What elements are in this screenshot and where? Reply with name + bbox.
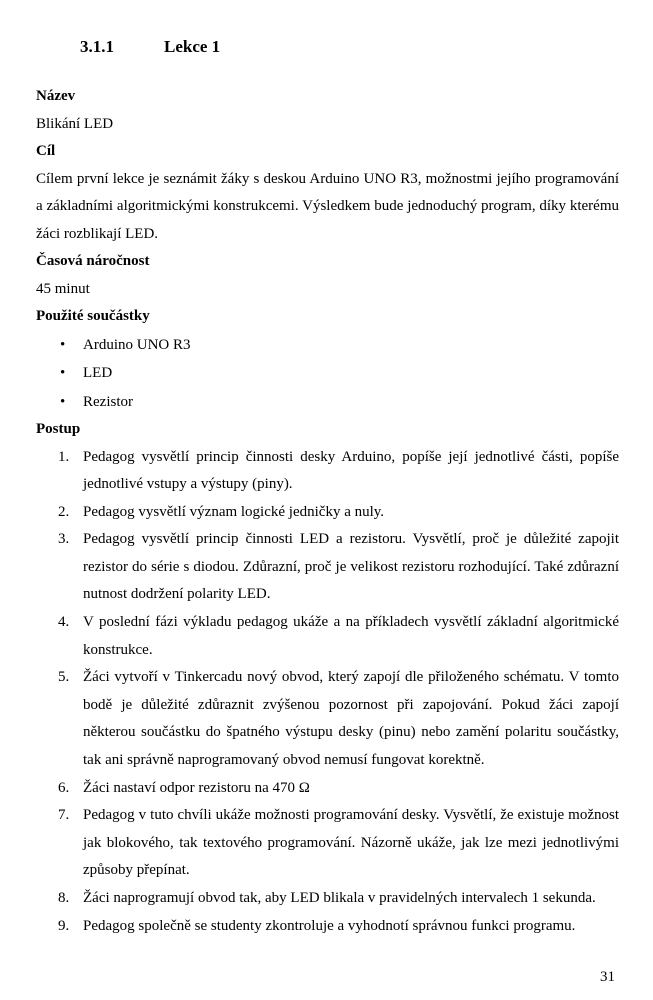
list-item-text: Rezistor: [83, 393, 133, 410]
list-item: [36, 388, 619, 417]
step-number: 4.: [58, 614, 70, 631]
step-text: Žáci naprogramují obvod tak, aby LED blikala v pravidelných intervalech 1 sekunda.: [83, 890, 596, 906]
lesson-content: [36, 83, 619, 940]
step-number: 9.: [58, 917, 70, 934]
step-number: 8.: [58, 890, 70, 906]
postup-list: [36, 444, 619, 941]
step-text: Pedagog v tuto chvíli ukáže možnosti programování desky. Vysvětlí, že existuje možnost jak blokového, tak textového programování. Názorně ukáže, jak lze mezi jednotlivými způsoby přepínat.: [83, 807, 619, 879]
section-heading: [80, 37, 220, 57]
bullet-icon: •: [60, 365, 66, 381]
step-text: V poslední fázi výkladu pedagog ukáže a na příkladech vysvětlí základní algoritmické konstrukce.: [83, 614, 619, 658]
step-number: 3.: [58, 531, 70, 548]
page-number: 31: [600, 969, 615, 985]
casova-narocnost-label: Časová náročnost: [36, 253, 150, 269]
step-item: [36, 885, 619, 913]
step-number: 5.: [58, 669, 70, 686]
bullet-icon: •: [60, 393, 66, 410]
step-number: 6.: [58, 779, 70, 796]
step-text: Pedagog vysvětlí princip činnosti LED a rezistoru. Vysvětlí, proč je důležité zapojit rezistor do série s diodou. Zdůrazní, proč je velikost rezistoru rozhodující. Také zdůrazní nutnost dodržení polarity LED.: [83, 531, 619, 603]
step-number: 1.: [58, 448, 70, 465]
cil-label: Cíl: [36, 143, 56, 159]
casova-narocnost-value: 45 minut: [36, 280, 90, 297]
soucastky-label: Použité součástky: [36, 308, 150, 324]
step-item: [36, 802, 619, 885]
list-item: [36, 331, 619, 360]
section-title: Lekce 1: [164, 37, 221, 56]
soucastky-list: [36, 331, 619, 417]
nazev-label: Název: [36, 88, 76, 104]
step-text: Žáci nastaví odpor rezistoru na 470 Ω: [83, 779, 310, 796]
step-text: Pedagog společně se studenty zkontroluje a vyhodnotí správnou funkci programu.: [83, 917, 576, 934]
step-number: 7.: [58, 807, 70, 824]
step-text: Pedagog vysvětlí princip činnosti desky Arduino, popíše její jednotlivé části, popíše jednotlivé vstupy a výstupy (piny).: [83, 448, 619, 493]
step-number: 2.: [58, 503, 70, 520]
section-number: 3.1.1: [80, 37, 114, 56]
list-item-text: LED: [83, 365, 113, 381]
step-item: [36, 775, 619, 803]
step-item: [36, 913, 619, 941]
cil-text: Cílem první lekce je seznámit žáky s deskou Arduino UNO R3, možnostmi jejího programování a základními algoritmickými konstrukcemi. Výsledkem bude jednoduchý program, díky kterému žáci rozblikají LED.: [36, 170, 619, 242]
step-text: Žáci vytvoří v Tinkercadu nový obvod, který zapojí dle přiloženého schématu. V tomto bodě je důležité zdůraznit zvýšenou pozornost při zapojování. Pokud žáci zapojí některou součástku do špatného výstupu desky (pinu) nebo zamění polaritu součástky, tak ani správně naprogramovaný obvod nemusí fungovat korektně.: [83, 669, 619, 769]
step-item: [36, 444, 619, 499]
step-text: Pedagog vysvětlí význam logické jedničky a nuly.: [83, 503, 385, 520]
nazev-value: Blikání LED: [36, 115, 114, 132]
bullet-icon: •: [60, 336, 66, 353]
postup-label: Postup: [36, 421, 81, 437]
list-item-text: Arduino UNO R3: [83, 336, 191, 353]
step-item: [36, 499, 619, 527]
step-item: [36, 664, 619, 774]
list-item: [36, 359, 619, 388]
step-item: [36, 526, 619, 609]
step-item: [36, 609, 619, 664]
